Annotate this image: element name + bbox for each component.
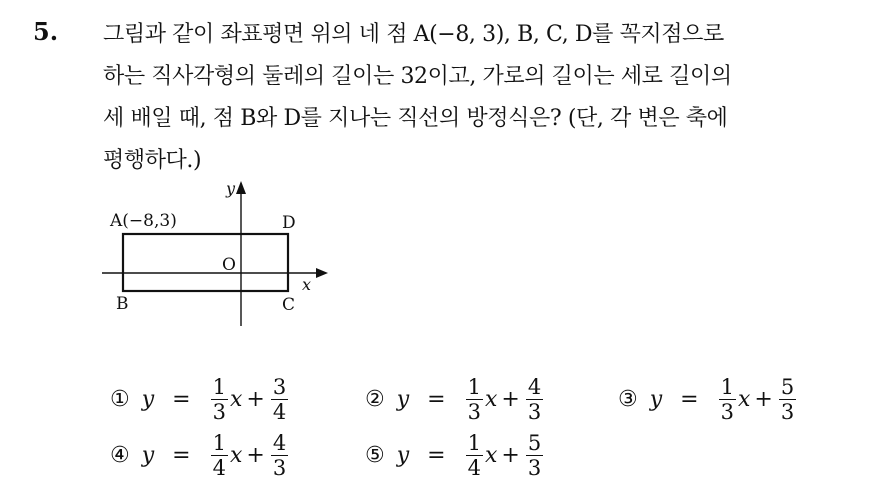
- choice-marker: ①: [110, 387, 130, 412]
- question-text: [103, 14, 873, 182]
- fraction-denominator: 4: [272, 400, 287, 424]
- x-variable: x: [229, 387, 243, 412]
- choice-2[interactable]: [365, 376, 545, 423]
- lhs-variable: y: [396, 443, 410, 468]
- coordinate-figure: [96, 176, 336, 336]
- equals-sign: =: [427, 387, 446, 412]
- fraction-denominator: 4: [212, 456, 226, 480]
- x-variable: x: [484, 387, 498, 412]
- plus-sign: +: [501, 387, 520, 412]
- choice-1[interactable]: [110, 376, 290, 423]
- slope-fraction: [211, 376, 228, 423]
- intercept-fraction: [779, 376, 796, 423]
- choice-4[interactable]: [110, 432, 290, 479]
- rectangle-abcd: [123, 234, 288, 291]
- fraction-numerator: 3: [272, 375, 287, 399]
- fraction-denominator: 4: [467, 456, 481, 480]
- lhs-variable: y: [141, 443, 155, 468]
- plus-sign: +: [246, 387, 265, 412]
- slope-fraction: [466, 432, 483, 479]
- slope-fraction: [211, 432, 228, 479]
- question-line: 하는 직사각형의 둘레의 길이는 32이고, 가로의 길이는 세로 길이의: [103, 64, 732, 89]
- plus-sign: +: [501, 443, 520, 468]
- lhs-variable: y: [649, 387, 663, 412]
- plus-sign: +: [754, 387, 773, 412]
- choice-3[interactable]: [618, 376, 798, 423]
- question-line: 그림과 같이 좌표평면 위의 네 점 A(−8, 3), B, C, D를 꼭지점으로: [103, 22, 724, 47]
- fraction-numerator: 5: [527, 431, 542, 455]
- plus-sign: +: [246, 443, 265, 468]
- lhs-variable: y: [141, 387, 155, 412]
- equals-sign: =: [680, 387, 699, 412]
- choice-marker: ③: [618, 387, 638, 412]
- x-axis-label: x: [302, 275, 312, 294]
- choice-marker: ②: [365, 387, 385, 412]
- x-axis-arrow: [316, 268, 328, 278]
- fraction-denominator: 3: [720, 400, 734, 424]
- choice-5[interactable]: [365, 432, 545, 479]
- x-variable: x: [229, 443, 243, 468]
- coordinate-plane-diagram: [96, 176, 336, 336]
- fraction-numerator: 1: [720, 375, 734, 399]
- equals-sign: =: [172, 387, 191, 412]
- fraction-denominator: 3: [467, 400, 481, 424]
- fraction-numerator: 1: [467, 375, 481, 399]
- question-line: 평행하다.): [103, 148, 202, 173]
- equals-sign: =: [172, 443, 191, 468]
- point-c-label: C: [282, 295, 296, 315]
- point-d-label: D: [282, 213, 296, 233]
- fraction-numerator: 4: [272, 431, 287, 455]
- y-axis-arrow: [236, 181, 246, 194]
- intercept-fraction: [271, 432, 288, 479]
- fraction-denominator: 3: [527, 400, 542, 424]
- fraction-numerator: 1: [212, 375, 226, 399]
- y-axis-label: y: [226, 179, 236, 198]
- x-variable: x: [737, 387, 751, 412]
- choice-marker: ④: [110, 443, 130, 468]
- fraction-numerator: 4: [527, 375, 542, 399]
- slope-fraction: [466, 376, 483, 423]
- point-a-label: A(−8,3): [110, 211, 177, 231]
- fraction-denominator: 3: [527, 456, 542, 480]
- point-b-label: B: [116, 294, 129, 314]
- choice-marker: ⑤: [365, 443, 385, 468]
- lhs-variable: y: [396, 387, 410, 412]
- x-variable: x: [484, 443, 498, 468]
- equals-sign: =: [427, 443, 446, 468]
- fraction-denominator: 3: [212, 400, 226, 424]
- question-number: 5.: [33, 17, 59, 46]
- fraction-denominator: 3: [272, 456, 287, 480]
- slope-fraction: [719, 376, 736, 423]
- fraction-numerator: 1: [212, 431, 226, 455]
- origin-label: O: [222, 255, 236, 275]
- intercept-fraction: [526, 432, 543, 479]
- question-line: 세 배일 때, 점 B와 D를 지나는 직선의 방정식은? (단, 각 변은 축에: [103, 106, 728, 131]
- fraction-numerator: 5: [780, 375, 795, 399]
- intercept-fraction: [526, 376, 543, 423]
- intercept-fraction: [271, 376, 288, 423]
- fraction-denominator: 3: [780, 400, 795, 424]
- fraction-numerator: 1: [467, 431, 481, 455]
